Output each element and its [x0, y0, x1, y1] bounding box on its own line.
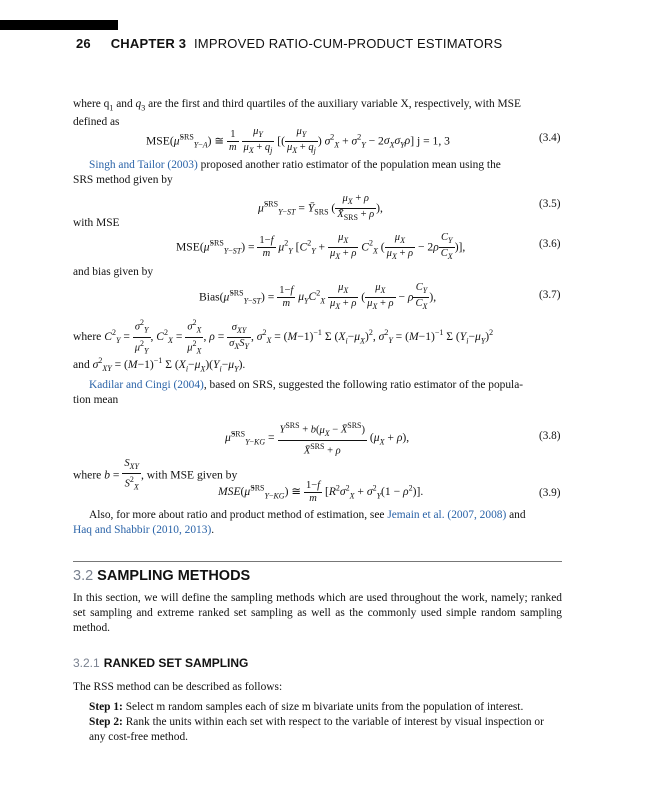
- section-divider: [73, 561, 562, 562]
- eq-number-3-9: (3.9): [539, 487, 561, 499]
- page-number: 26: [76, 36, 91, 51]
- eq-number-3-7: (3.7): [539, 289, 561, 301]
- chapter-label: CHAPTER 3: [110, 36, 187, 51]
- section-heading: 3.2 SAMPLING METHODS: [73, 568, 251, 584]
- citation-jemain[interactable]: Jemain et al. (2007, 2008): [387, 509, 507, 521]
- step-2: Step 2: Rank the units within each set with respect to the variable of interest by visual inspection or any cost-free method.: [89, 716, 544, 743]
- rss-intro: The RSS method can be described as follows:: [73, 681, 283, 693]
- kadilar-cingi-paragraph: Kadilar and Cingi (2004), based on SRS, suggested the following ratio estimator of the popula- tion mean: [73, 379, 524, 406]
- equation-3-6: MSE(μ̂$^{SRS}_{Y-ST}$) = $\frac{1-f}{m}$ $\mu^2_Y$ [$C^2_Y$ + $\frac{\mu_X}{\mu_X + \rho}$ $C^2_X$ ( $\frac{\mu_X}{\mu_X + \rho}$ − 2ρ $\frac{C_Y}{C_X}$ )],: [176, 232, 466, 262]
- citation-kadilar-cingi[interactable]: Kadilar and Cingi (2004): [89, 379, 204, 391]
- also-paragraph: Also, for more about ratio and product method of estimation, see Jemain et al. (2007, 2008) and Haq and Shabbir (2010, 2013).: [73, 509, 526, 536]
- citation-singh-tailor[interactable]: Singh and Tailor (2003): [89, 159, 198, 171]
- eq-number-3-8: (3.8): [539, 430, 561, 442]
- eq-number-3-5: (3.5): [539, 198, 561, 210]
- equation-3-9: MSE(μ̂$^{SRS}_{Y-KG}$) ≅ $\frac{1-f}{m}$ $[R^2\sigma^2_X + \sigma^2_Y(1 - \rho^2)]$.: [218, 480, 424, 504]
- equation-3-5: μ̂$^{SRS}_{Y-ST}$ = $Ȳ_{SRS}$ ( $\frac{\mu_X + \rho}{X̄_{SRS} + \rho}$ ),: [258, 193, 383, 223]
- covariance-line: and $\sigma^2_{XY} = (M-1)^{-1}$ Σ $(X_i-\mu_X)(Y_i-\mu_Y)$.: [73, 356, 246, 374]
- subsection-heading: 3.2.1 RANKED SET SAMPLING: [73, 656, 249, 670]
- step-1: Step 1: Select m random samples each of size m bivariate units from the population of interest.: [89, 701, 524, 713]
- intro-paragraph: where $q_1$ and $q_3$ are the first and third quartiles of the auxiliary variable X, respectively, with MSE defined as: [73, 98, 521, 129]
- equation-3-7: Bias(μ̂$^{SRS}_{Y-ST}$) = $\frac{1-f}{m}$ $\mu_YC^2_X$ $\frac{\mu_X}{\mu_X + \rho}$ ( $\frac{\mu_X}{\mu_X + \rho}$ − ρ $\frac{C_Y}{C_X}$ ),: [199, 282, 437, 312]
- chapter-title: IMPROVED RATIO-CUM-PRODUCT ESTIMATORS: [193, 36, 503, 51]
- citation-haq-shabbir[interactable]: Haq and Shabbir (2010, 2013): [73, 524, 212, 536]
- eq-number-3-4: (3.4): [539, 132, 561, 144]
- header-bar: [0, 20, 118, 30]
- with-mse-label: with MSE: [73, 217, 120, 229]
- running-head: [76, 36, 502, 51]
- where-b-line: where b = $\frac{S_{XY}}{S^2_X}$ , with MSE given by: [73, 458, 238, 492]
- section-paragraph: In this section, we will define the sampling methods which are used throughout the work, namely; ranked set sampling and extreme ranked set sampling as well as the commonly used simple random sampling method.: [73, 592, 562, 634]
- equation-3-8: μ̂$^{SRS}_{Y-KG}$ = $\frac{Y^{SRS} + b(\mu_X - X̄^{SRS})}{X̄^{SRS} + \rho}$ $(\mu_X + \rho)$,: [225, 421, 410, 457]
- eq-number-3-6: (3.6): [539, 238, 561, 250]
- bias-intro-text: and bias given by: [73, 266, 154, 278]
- equation-3-4: MSE(μ̂$^{SRS}_{Y-A}$) ≅ $\frac{1}{m}$ $\frac{\mu_Y}{\mu_X + q_j}$ [( $\frac{\mu_Y}{\mu_X + q_j}$ ) $\sigma^2_X + \sigma^2_Y - 2\sigma_X\sigma_Y\rho$] j = 1, 3: [146, 126, 450, 156]
- singh-tailor-paragraph: Singh and Tailor (2003) proposed another ratio estimator of the population mean using the SRS method given by: [73, 159, 501, 186]
- definitions-line: where $C^2_Y$ = $\frac{\sigma^2_Y}{\mu^2_Y}$ , $C^2_X$ = $\frac{\sigma^2_X}{\mu^2_X}$ , ρ = $\frac{\sigma_{XY}}{\sigma_XS_Y}$ , $\sigma^2_X = (M-1)^{-1}$ Σ $(X_i-\mu_X)^2$, $\sigma^2_Y = (M-1)^{-1}$ Σ $(Y_i-\mu_Y)^2$: [73, 318, 494, 356]
